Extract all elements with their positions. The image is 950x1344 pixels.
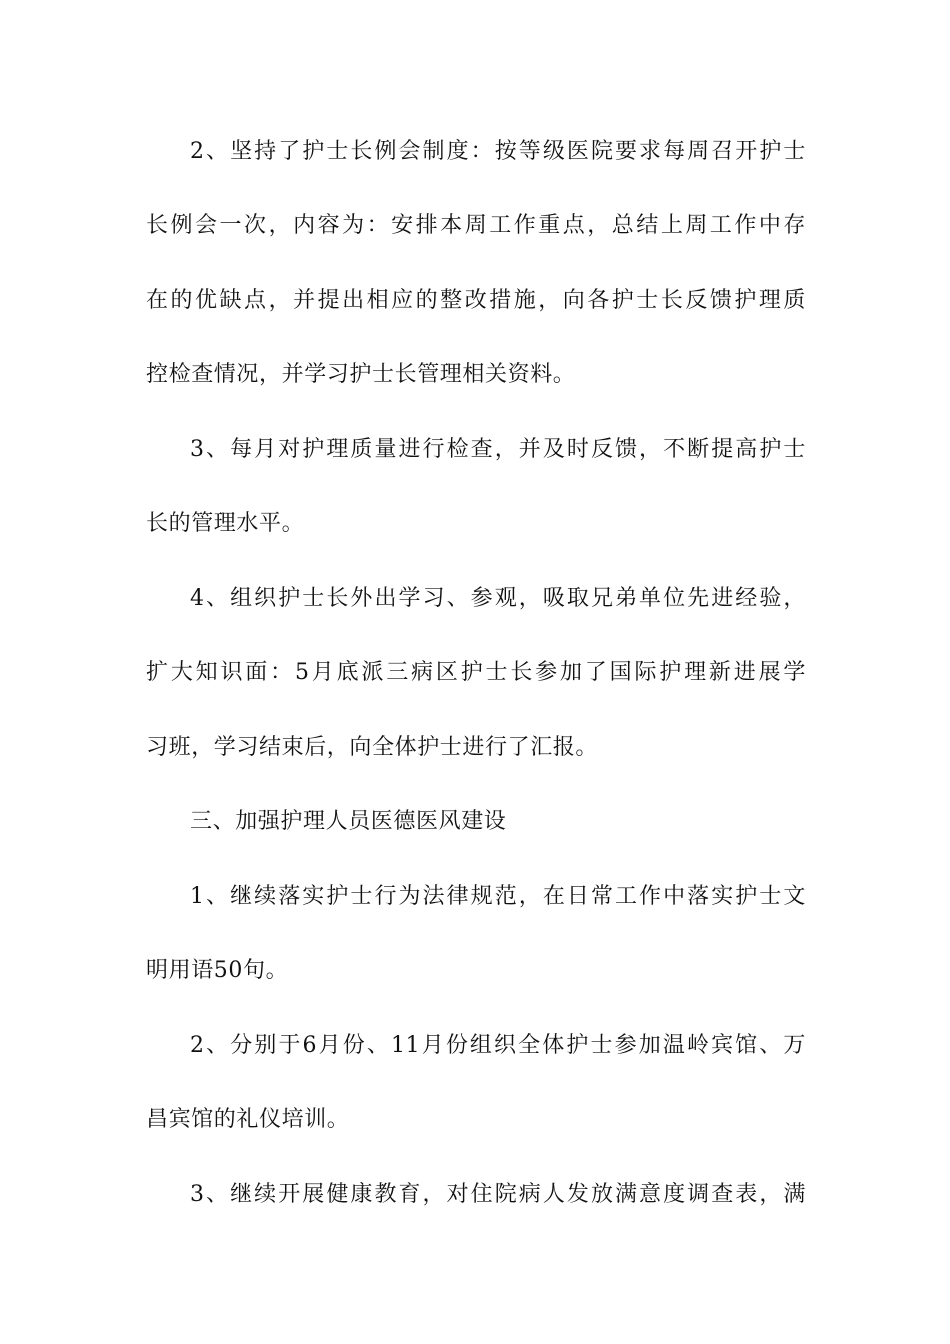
paragraph-line: 长的管理水平。 xyxy=(146,511,305,536)
paragraph-line: 2、分别于6月份、11月份组织全体护士参加温岭宾馆、万 xyxy=(190,1033,806,1058)
paragraph-line: 3、继续开展健康教育，对住院病人发放满意度调查表，满 xyxy=(190,1182,806,1207)
section-heading: 三、加强护理人员医德医风建设 xyxy=(190,809,507,834)
paragraph-line: 昌宾馆的礼仪培训。 xyxy=(146,1107,350,1132)
paragraph-line: 3、每月对护理质量进行检查，并及时反馈，不断提高护士 xyxy=(190,437,806,462)
paragraph-line: 4、组织护士长外出学习、参观，吸取兄弟单位先进经验， xyxy=(190,586,806,611)
paragraph-line: 习班，学习结束后，向全体护士进行了汇报。 xyxy=(146,735,599,760)
paragraph-line: 控检查情况，并学习护士长管理相关资料。 xyxy=(146,362,576,387)
paragraph-line: 扩大知识面：5月底派三病区护士长参加了国际护理新进展学 xyxy=(146,660,806,685)
paragraph-line: 2、坚持了护士长例会制度：按等级医院要求每周召开护士 xyxy=(190,139,806,164)
paragraph-line: 1、继续落实护士行为法律规范，在日常工作中落实护士文 xyxy=(190,884,806,909)
paragraph-line: 明用语50句。 xyxy=(146,958,289,983)
paragraph-line: 在的优缺点，并提出相应的整改措施，向各护士长反馈护理质 xyxy=(146,288,806,313)
paragraph-line: 长例会一次，内容为：安排本周工作重点，总结上周工作中存 xyxy=(146,213,806,238)
